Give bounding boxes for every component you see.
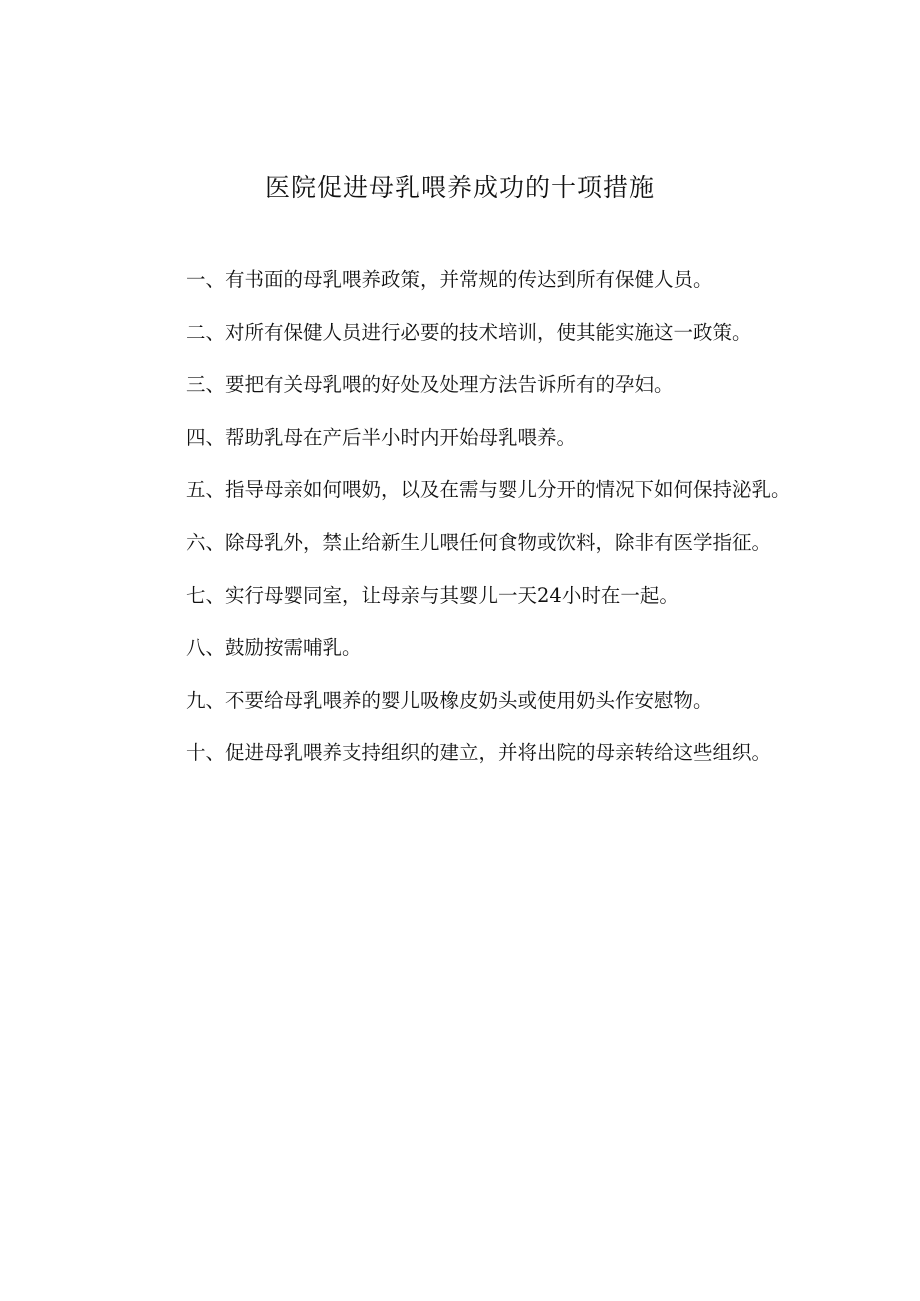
measure-item-4: 四、帮助乳母在产后半小时内开始母乳喂养。	[186, 425, 577, 449]
measure-item-6: 六、除母乳外，禁止给新生儿喂任何食物或饮料，除非有医学指征。	[186, 530, 772, 554]
measure-item-8: 八、鼓励按需哺乳。	[186, 636, 362, 660]
document-title: 医院促进母乳喂养成功的十项措施	[264, 173, 655, 202]
measure-item-9: 九、不要给母乳喂养的婴儿吸橡皮奶头或使用奶头作安慰物。	[186, 688, 713, 712]
measure-item-5: 五、指导母亲如何喂奶，以及在需与婴儿分开的情况下如何保持泌乳。	[186, 478, 791, 502]
measure-item-1: 一、有书面的母乳喂养政策，并常规的传达到所有保健人员。	[186, 268, 713, 291]
measure-item-2: 二、对所有保健人员进行必要的技术培训，使其能实施这一政策。	[186, 320, 752, 344]
measure-item-7: 七、实行母婴同室，让母亲与其婴儿一天24小时在一起。	[186, 583, 679, 607]
document-body	[138, 254, 806, 780]
measure-item-3: 三、要把有关母乳喂的好处及处理方法告诉所有的孕妇。	[186, 373, 674, 397]
measure-item-10: 十、促进母乳喂养支持组织的建立，并将出院的母亲转给这些组织。	[186, 741, 772, 765]
